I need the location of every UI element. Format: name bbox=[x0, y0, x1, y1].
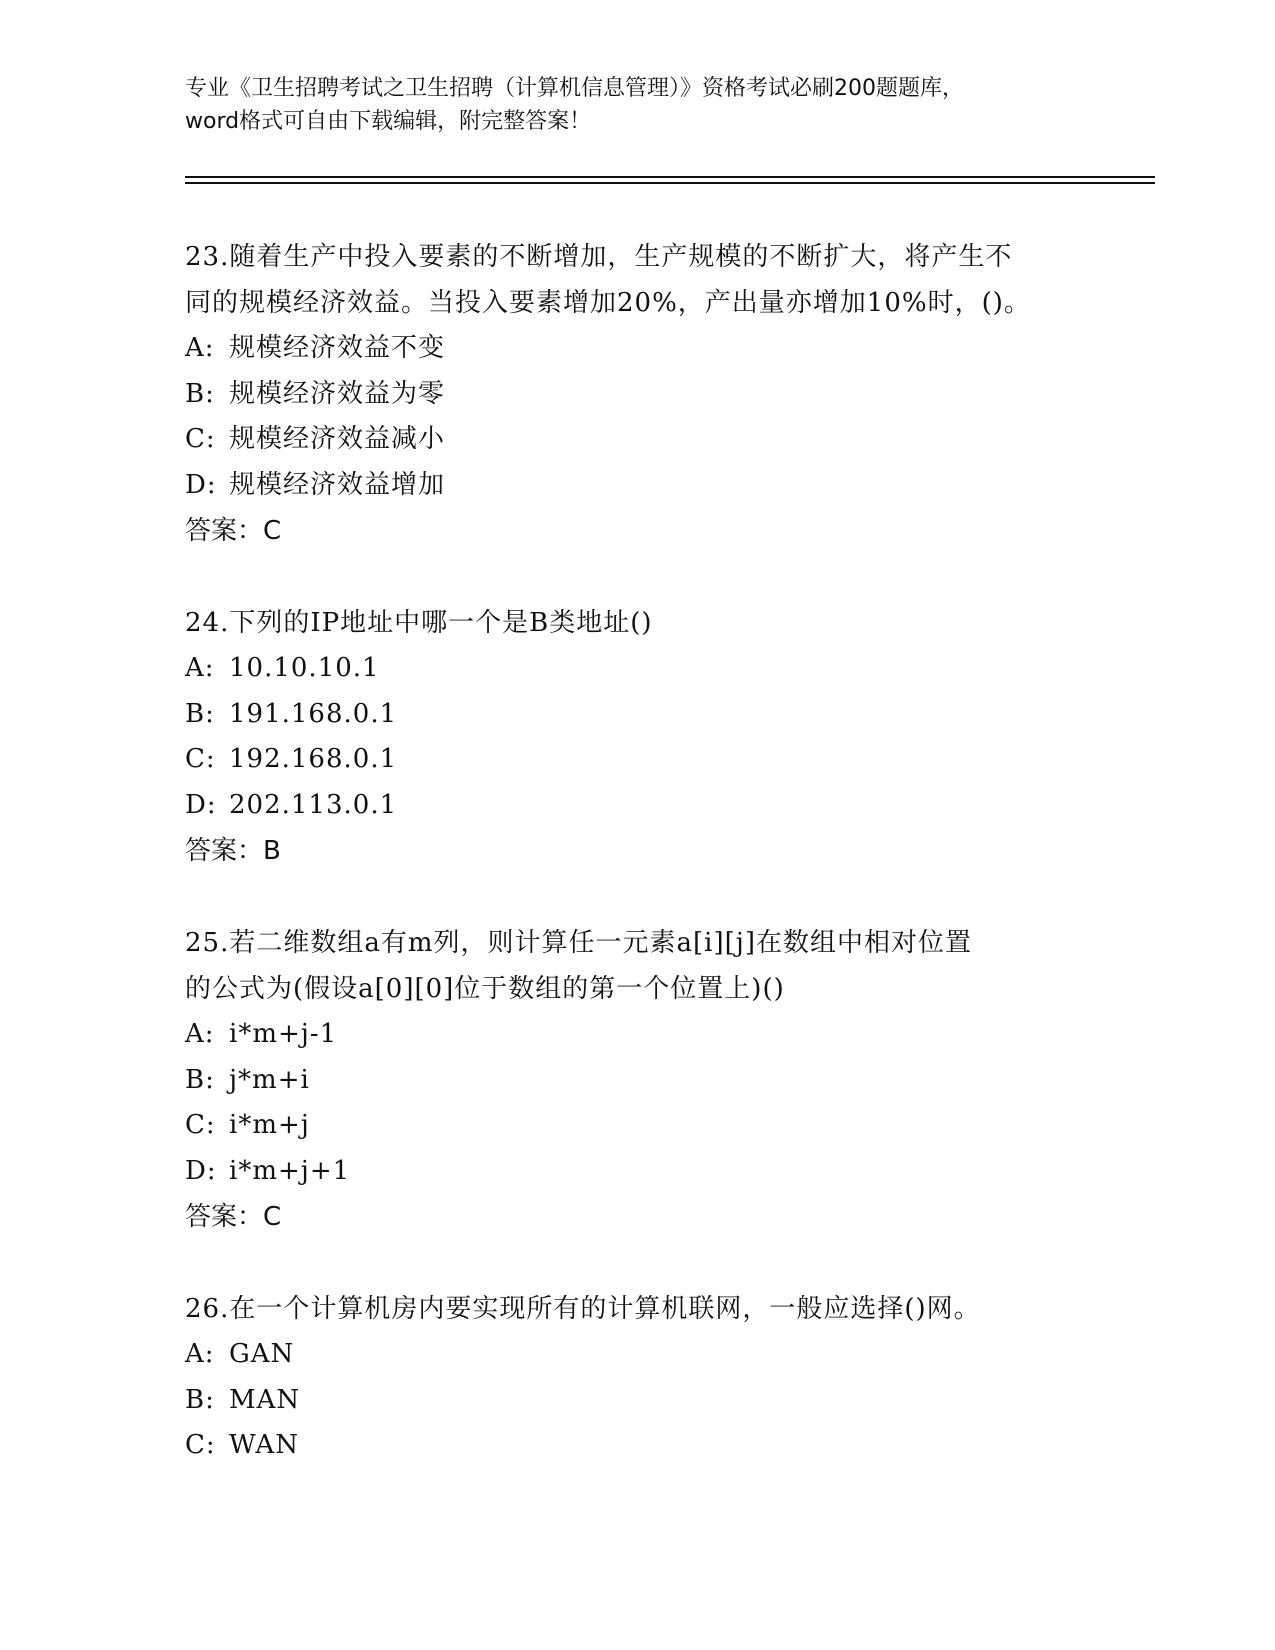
question-list bbox=[185, 234, 1085, 1515]
question-stem-line-2: 同的规模经济效益。当投入要素增加20%，产出量亦增加10%时，()。 bbox=[185, 288, 1031, 318]
option-list bbox=[185, 1332, 1085, 1469]
option-label: C: bbox=[185, 424, 216, 454]
option-text: 规模经济效益增加 bbox=[229, 469, 446, 500]
option-text: i*m+j-1 bbox=[229, 1019, 338, 1049]
question-stem-line-1: 随着生产中投入要素的不断增加，生产规模的不断扩大，将产生不 bbox=[229, 242, 1013, 272]
option-text: i*m+j+1 bbox=[229, 1155, 351, 1186]
option-label: A: bbox=[185, 1019, 215, 1049]
option-b bbox=[185, 372, 1085, 418]
question-stem bbox=[185, 234, 1085, 280]
question-number: 25. bbox=[185, 928, 230, 958]
option-a bbox=[185, 1012, 1085, 1058]
option-a bbox=[185, 1332, 1085, 1378]
option-label: D: bbox=[185, 789, 217, 820]
option-list bbox=[185, 1012, 1085, 1194]
option-label: C: bbox=[185, 744, 216, 774]
question-stem bbox=[185, 600, 1085, 646]
document-header bbox=[185, 72, 1085, 138]
option-label: A: bbox=[185, 333, 215, 363]
option-label: D: bbox=[185, 469, 217, 500]
option-text: 规模经济效益为零 bbox=[229, 378, 446, 409]
option-text: MAN bbox=[229, 1384, 301, 1415]
option-label: C: bbox=[185, 1110, 216, 1140]
option-label: B: bbox=[185, 1064, 215, 1095]
question-stem bbox=[185, 920, 1085, 966]
option-list bbox=[185, 326, 1085, 508]
option-text: GAN bbox=[229, 1339, 295, 1369]
question-23 bbox=[185, 234, 1085, 554]
option-text: 10.10.10.1 bbox=[229, 653, 380, 683]
question-stem-line-1: 若二维数组a有m列，则计算任一元素a[i][j]在数组中相对位置 bbox=[229, 928, 972, 958]
option-b bbox=[185, 1378, 1085, 1424]
option-b bbox=[185, 692, 1085, 738]
option-text: i*m+j bbox=[229, 1110, 310, 1140]
question-number: 24. bbox=[185, 608, 230, 638]
question-stem bbox=[185, 1286, 1085, 1332]
question-26 bbox=[185, 1286, 1085, 1469]
option-label: B: bbox=[185, 1384, 215, 1415]
option-c bbox=[185, 417, 1085, 463]
option-text: 202.113.0.1 bbox=[229, 789, 398, 820]
option-text: 191.168.0.1 bbox=[229, 698, 398, 729]
option-c bbox=[185, 737, 1085, 783]
option-list bbox=[185, 646, 1085, 828]
option-label: A: bbox=[185, 1339, 215, 1369]
question-stem-line-2: 的公式为(假设a[0][0]位于数组的第一个位置上)() bbox=[185, 974, 785, 1004]
option-label: C: bbox=[185, 1430, 216, 1460]
answer: 答案：C bbox=[185, 1202, 282, 1232]
option-text: 规模经济效益减小 bbox=[229, 424, 446, 454]
option-d bbox=[185, 463, 1085, 509]
answer: 答案：B bbox=[185, 836, 281, 866]
question-stem-line-1: 下列的IP地址中哪一个是B类地址() bbox=[229, 608, 653, 638]
option-a bbox=[185, 646, 1085, 692]
option-c bbox=[185, 1423, 1085, 1469]
question-24 bbox=[185, 600, 1085, 874]
option-b bbox=[185, 1058, 1085, 1104]
header-line-2: word格式可自由下载编辑，附完整答案！ bbox=[185, 109, 592, 134]
option-a bbox=[185, 326, 1085, 372]
option-label: B: bbox=[185, 698, 215, 729]
question-25 bbox=[185, 920, 1085, 1240]
option-c bbox=[185, 1103, 1085, 1149]
option-label: A: bbox=[185, 653, 215, 683]
option-label: D: bbox=[185, 1155, 217, 1186]
header-divider-bottom bbox=[185, 182, 1155, 184]
option-text: 192.168.0.1 bbox=[229, 744, 398, 774]
question-stem-line-1: 在一个计算机房内要实现所有的计算机联网，一般应选择()网。 bbox=[229, 1294, 981, 1324]
question-number: 26. bbox=[185, 1294, 230, 1324]
option-label: B: bbox=[185, 378, 215, 409]
option-d bbox=[185, 1149, 1085, 1195]
option-d bbox=[185, 783, 1085, 829]
answer: 答案：C bbox=[185, 516, 282, 546]
option-text: 规模经济效益不变 bbox=[229, 333, 446, 363]
header-divider-top bbox=[185, 176, 1155, 178]
question-number: 23. bbox=[185, 242, 230, 272]
option-text: WAN bbox=[229, 1430, 299, 1460]
option-text: j*m+i bbox=[229, 1064, 310, 1095]
header-line-1: 专业《卫生招聘考试之卫生招聘（计算机信息管理）》资格考试必刷200题题库， bbox=[185, 76, 964, 101]
